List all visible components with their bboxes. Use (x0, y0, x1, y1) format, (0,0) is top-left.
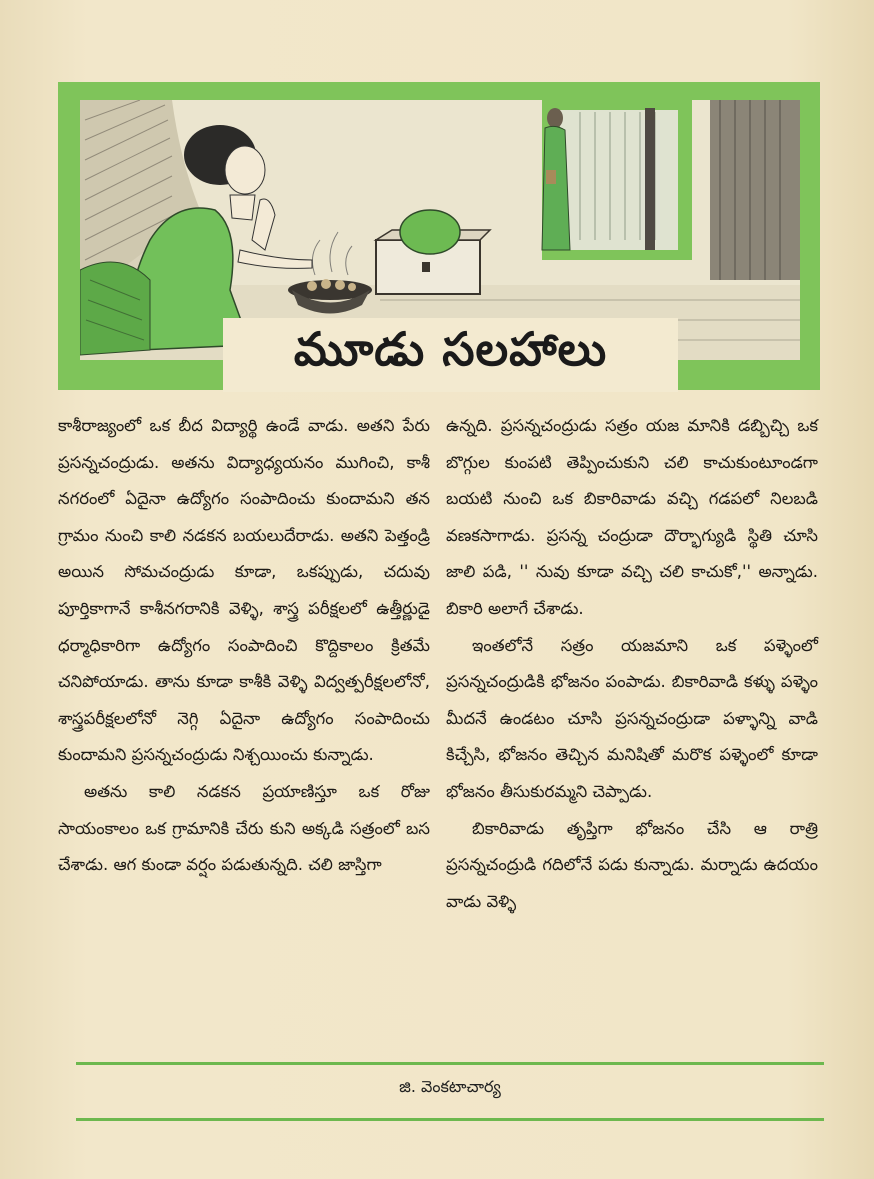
story-body (58, 408, 818, 1048)
author-byline: జి. వెంకటాచార్య (399, 1077, 501, 1096)
paragraph: ఉన్నది. ప్రసన్నచంద్రుడు సత్రం యజ మానికి డబ్బిచ్చి ఒక బొగ్గుల కుంపటి తెప్పించుకుని చలి కాచుకుంటూండగా బయటి నుంచి ఒక బికారివాడు వచ్చి గడపలో నిలబడి వణకసాగాడు. ప్రసన్న చంద్రుడా దౌర్భాగ్యుడి స్థితి చూసి జాలి పడి, '' నువు కూడా వచ్చి చలి కాచుకో,'' అన్నాడు. బికారి అలాగే చేశాడు. (446, 416, 818, 618)
paragraph: బికారివాడు తృప్తిగా భోజనం చేసి ఆ రాత్రి ప్రసన్నచంద్రుడి గదిలోనే పడు కున్నాడు. మర్నాడు ఉదయం వాడు వెళ్ళి (446, 818, 818, 911)
story-title: మూడు సలహాలు (293, 322, 608, 376)
divider-bottom (76, 1118, 824, 1121)
paragraph: కాశీరాజ్యంలో ఒక బీద విద్యార్థి ఉండే వాడు. అతని పేరు ప్రసన్నచంద్రుడు. అతను విద్యాధ్యయనం ముగించి, కాశీ నగరంలో ఏదైనా ఉద్యోగం సంపాదించు కుందామని తన గ్రామం నుంచి కాలి నడకన బయలుదేరాడు. అతని పెత్తండ్రి అయిన సోమచంద్రుడు కూడా, ఒకప్పుడు, చదువు పూర్తికాగానే కాశీనగరానికి వెళ్ళి, శాస్త్ర పరీక్షలలో ఉత్తీర్ణుడై ధర్మాధికారిగా ఉద్యోగం సంపాదించి కొద్దికాలం క్రితమే చనిపోయాడు. తాను కూడా కాశీకి వెళ్ళి విద్వత్పరీక్షలలోనో, శాస్త్రపరీక్షలలోనో నెగ్గి ఏదైనా ఉద్యోగం సంపాదించు కుందామని ప్రసన్నచంద్రుడు నిశ్చయించు కున్నాడు. (58, 416, 430, 765)
divider-top (76, 1062, 824, 1065)
title-panel (223, 318, 678, 392)
paragraph: అతను కాలి నడకన ప్రయాణిస్తూ ఒక రోజు సాయంకాలం ఒక గ్రామానికి చేరు కుని అక్కడి సత్రంలో బస చేశాడు. ఆగ కుండా వర్షం పడుతున్నది. చలి జాస్తిగా (58, 781, 430, 875)
paragraph: ఇంతలోనే సత్రం యజమాని ఒక పళ్ళెంలో ప్రసన్నచంద్రుడికి భోజనం పంపాడు. బికారివాడి కళ్ళు పళ్ళెం మీదనే ఉండటం చూసి ప్రసన్నచంద్రుడా పళ్ళాన్ని వాడి కిచ్చేసి, భోజనం తెచ్చిన మనిషితో మరొక పళ్ళెంలో కూడా భోజనం తీసుకురమ్మని చెప్పాడు. (446, 635, 818, 801)
left-column (58, 408, 430, 1048)
right-column (446, 408, 818, 1048)
